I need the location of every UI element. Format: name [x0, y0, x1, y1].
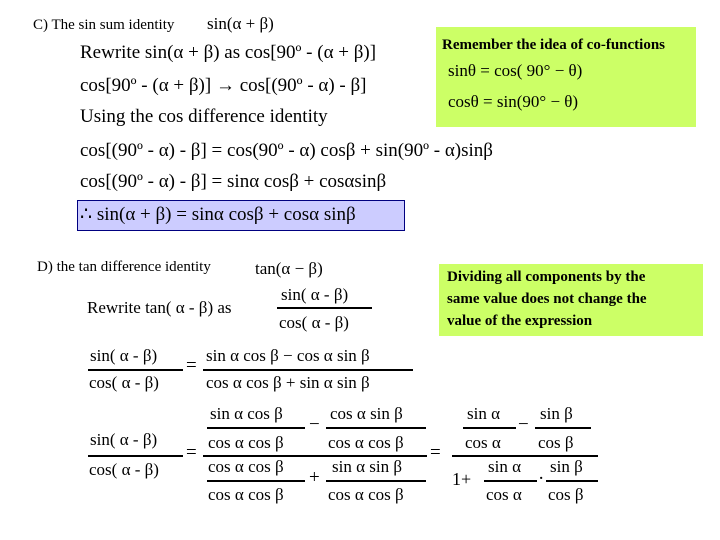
- eq-row1-rhs-num: sin α cos β − cos α sin β: [206, 346, 370, 365]
- result-line: ∴ sin(α + β) = sinα cosβ + cosα sinβ: [80, 204, 356, 225]
- big-n1-bar: [207, 427, 305, 429]
- tan-frac-num: sin( α - β): [281, 285, 349, 304]
- r-d1-den: cos α: [486, 485, 522, 504]
- r-minus: −: [518, 414, 529, 435]
- r-d1-bar: [484, 480, 537, 482]
- tan-rewrite: Rewrite tan( α - β) as: [87, 298, 232, 317]
- section-c-heading-expr: sin(α + β): [207, 14, 274, 33]
- big-d2: sin α sin β: [332, 457, 402, 476]
- eq-row1-rhs-den: cos α cos β + sin α sin β: [206, 373, 370, 392]
- dividing-line1: Dividing all components by the: [447, 269, 646, 285]
- r-dot: ·: [538, 468, 545, 489]
- cofunction-title: Remember the idea of co-functions: [442, 37, 666, 53]
- big-d2-den: cos α cos β: [328, 485, 404, 504]
- r-one-plus: 1+: [452, 469, 472, 489]
- tan-frac-bar: [277, 307, 372, 309]
- result-box: [77, 200, 405, 231]
- big-d1-den: cos α cos β: [208, 485, 284, 504]
- eq-row1-lhs-bar: [88, 369, 183, 371]
- cofunction-line2: cosθ = sin(90° − θ): [448, 92, 579, 111]
- big-n2-den: cos α cos β: [328, 433, 404, 452]
- dividing-note: [439, 264, 703, 336]
- eq2-line: cos[(90º - α) - β] = sinα cosβ + cosαsinβ: [80, 171, 387, 192]
- r-n1: sin α: [467, 404, 500, 423]
- big-n1-den: cos α cos β: [208, 433, 284, 452]
- tan-frac-den: cos( α - β): [279, 313, 349, 332]
- eq-row1-rhs-bar: [203, 369, 413, 371]
- section-c-heading: C) The sin sum identity: [33, 17, 175, 33]
- big-n2-bar: [326, 427, 426, 429]
- big-minus: −: [309, 414, 320, 435]
- cofunction-line1: sinθ = cos( 90° − θ): [448, 61, 583, 80]
- r-d2: sin β: [550, 457, 583, 476]
- big-d1-bar: [207, 480, 305, 482]
- using-line: Using the cos difference identity: [80, 106, 328, 127]
- r-n2-den: cos β: [538, 433, 574, 452]
- eq-row2-equals2: =: [430, 442, 441, 463]
- big-plus: +: [309, 467, 320, 488]
- cofunction-note: [436, 27, 696, 127]
- r-n2: sin β: [540, 404, 573, 423]
- dividing-line3: value of the expression: [447, 313, 593, 329]
- eq-row1-lhs-den: cos( α - β): [89, 373, 159, 392]
- r-d2-den: cos β: [548, 485, 584, 504]
- rewrite-line: Rewrite sin(α + β) as cos[90º - (α + β)]: [80, 42, 377, 63]
- eq-row2-lhs-bar: [88, 455, 183, 457]
- eq-row2-equals1: =: [186, 442, 197, 463]
- eq-row1-equals: =: [186, 355, 197, 376]
- big-d2-bar: [326, 480, 426, 482]
- step1-line: cos[90º - (α + β)] → cos[(90º - α) - β]: [80, 75, 367, 96]
- section-d-heading-expr: tan(α − β): [255, 259, 323, 278]
- r-d2-bar: [546, 480, 598, 482]
- eq-row2-lhs-num: sin( α - β): [90, 430, 158, 449]
- big-d1: cos α cos β: [208, 457, 284, 476]
- r-n2-bar: [535, 427, 591, 429]
- r-d1: sin α: [488, 457, 521, 476]
- r-n1-bar: [463, 427, 516, 429]
- big-n1: sin α cos β: [210, 404, 283, 423]
- section-d-heading: D) the tan difference identity: [37, 259, 211, 275]
- r-n1-den: cos α: [465, 433, 501, 452]
- big-n2: cos α sin β: [330, 404, 403, 423]
- eq-row2-lhs-den: cos( α - β): [89, 460, 159, 479]
- eq1-line: cos[(90º - α) - β] = cos(90º - α) cosβ + sin(90º - α)sinβ: [80, 140, 493, 161]
- dividing-line2: same value does not change the: [447, 291, 647, 307]
- eq-row1-lhs-num: sin( α - β): [90, 346, 158, 365]
